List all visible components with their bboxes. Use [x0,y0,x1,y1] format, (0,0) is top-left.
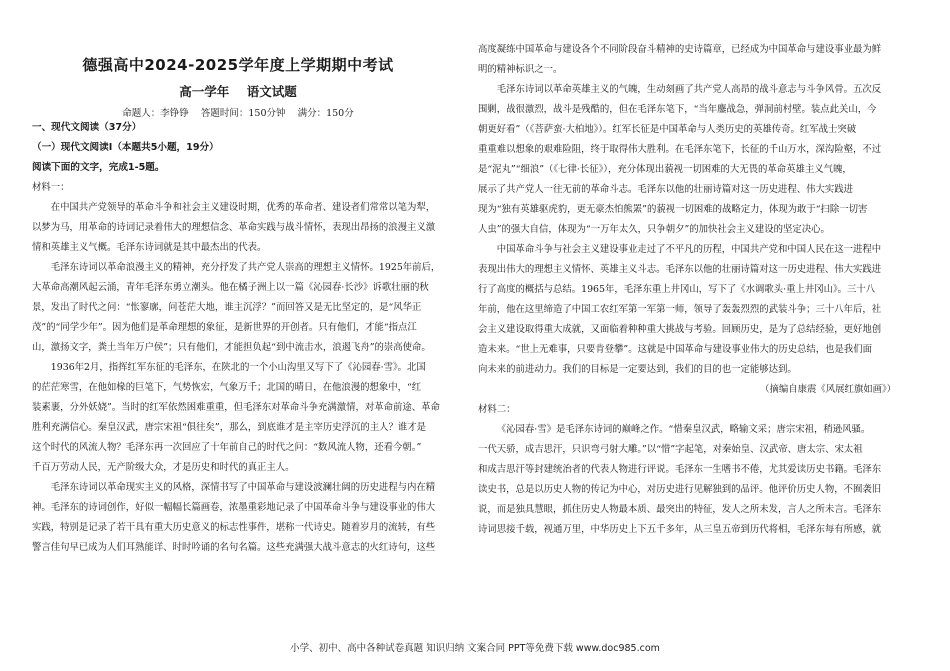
section-heading: 一、现代文阅读（37分） [32,122,142,133]
paragraph-line: 山，激扬文字，粪土当年万户侯”；只有他们，才能担负起“到中流击水，浪遏飞舟”的崇高使命。 [32,342,431,353]
paragraph-line: 以梦为马，用革命的诗词记录着伟大的理想信念、革命实践与战斗情怀，表现出昂扬的浪漫主义激 [32,222,436,233]
paragraph-line: 围剿，战很激烈，战斗是残酷的，但在毛泽东笔下，“当年鏖战急，弹洞前村壁。装点此关山，今 [478,104,877,115]
paragraph-line: 毛泽东诗词以革命现实主义的风格，深情书写了中国革命与建设波澜壮阔的历史进程与内在精 [50,482,436,493]
paragraph-line: 说，而是独具慧眼，抓住历史人物最本质、最突出的特征，发人之所未发，言人之所未言。毛泽东 [478,504,882,515]
paragraph-line: 行了高度的概括与总结。1965年，毛泽东重上井冈山，写下了《水调歌头·重上井冈山》。三十八 [478,284,876,295]
left-text-block [32,118,444,558]
paragraph-line: 神。毛泽东的诗词创作，好似一幅幅长篇画卷，浓墨重彩地记录了中国革命斗争与建设事业的伟大 [32,502,436,513]
paragraph-line: 明的精神标识之一。 [478,64,563,75]
exam-meta: 命题人：李铮铮 答题时间：150分钟 满分：150分 [122,108,354,119]
paragraph-line: 展示了共产党人一往无前的革命斗志。毛泽东以他的壮丽诗篇对这一历史进程、伟大实践进 [478,184,854,195]
paragraph-line: 人虫”的强大自信，体现为“一万年太久，只争朝夕”的加快社会主义建设的坚定决心。 [478,224,830,235]
paragraph-line: 这个时代的风流人物？毛泽东再一次回应了十年前自己的时代之问：“数风流人物，还看今朝。” [32,442,422,453]
paragraph-line: 装素裹，分外妖娆”。当时的红军依然困难重重，但毛泽东对革命斗争充满激情，对革命前途、革命 [32,402,440,413]
paragraph-line: 的茫茫寒雪，在他如椽的巨笔下，气势恢宏，气象万千；北国的晴日，在他浪漫的想象中，“红 [32,382,422,393]
paragraph-line: 高度凝练中国革命与建设各个不同阶段奋斗精神的史诗篇章，已经成为中国革命与建设事业最为鲜 [478,44,882,55]
paragraph-line: 在中国共产党领导的革命斗争和社会主义建设时期，优秀的革命者、建设者们常常以笔为犁， [50,202,436,213]
source-citation: （摘编自康震《风展红旗如画》） [760,384,896,395]
instruction: 阅读下面的文字，完成1-5题。 [32,162,165,173]
paragraph-line: 景，发出了时代之问：“怅寥廓，问苍茫大地，谁主沉浮？”而回答又是无比坚定的，是“风华正 [32,302,422,313]
paragraph-line: 毛泽东诗词以革命英雄主义的气魄，生动刻画了共产党人高昂的战斗意志与斗争风骨。五次反 [496,84,882,95]
paragraph-line: 造未来。“世上无难事，只要肯登攀”。这就是中国革命与建设事业伟大的历史总结，也是我们面 [478,344,872,355]
paragraph-line: 和成吉思汗等封建统治者的代表人物进行评说。毛泽东一生嗜书不倦，尤其爱读历史书籍。毛泽东 [478,464,882,475]
paragraph-line: 茂”的“同学少年”。因为他们是革命理想的象征，是新世界的开创者。只有他们，才能“指点江 [32,322,417,333]
paragraph-line: 1936年2月，指挥红军东征的毛泽东，在陕北的一个小山沟里又写下了《沁园春·雪》。北国 [50,362,426,373]
paragraph-line: 情和英雄主义气概。毛泽东诗词就是其中最杰出的代表。 [32,242,267,253]
exam-subtitle: 高一学年 语文试题 [179,84,297,99]
sub-heading: （一）现代文阅读Ⅰ（本题共5小题，19分） [32,142,219,153]
paragraph-line: 千百万劳动人民，无产阶级大众，才是历史和时代的真正主人。 [32,462,295,473]
paragraph-line: 年前，他在这里缔造了中国工农红军第一军第一师，领导了轰轰烈烈的武装斗争；三十八年后，社 [478,304,882,315]
paragraph-line: 是“泥丸”“细浪”（《七律·长征》），充分体现出藐视一切困难的大无畏的革命英雄主义气魄， [478,164,852,175]
paragraph-line: 诗词思接千载，视通万里，中华历史上下五千多年，从三皇五帝到历代将相，毛泽东每有所感，就 [478,524,882,535]
material-label: 材料一： [32,182,70,193]
footer-banner: 小学、初中、高中各种试卷真题 知识归纳 文案合同 PPT等免费下载 www.doc985.com [290,643,660,654]
paragraph-line: 大革命高潮风起云涌，青年毛泽东勇立潮头。他在橘子洲上以一篇《沁园春·长沙》诉歌壮丽的秋 [32,282,429,293]
right-text-block [478,40,910,540]
paragraph-line: 《沁园春·雪》是毛泽东诗词的巅峰之作。“惜秦皇汉武，略输文采；唐宗宋祖，稍逊风骚。 [496,424,871,435]
exam-title: 德强高中2024-2025学年度上学期期中考试 [82,56,394,74]
paragraph-line: 读史书，总是以历史人物的传记为中心，对历史进行见解独到的品评。他评价历史人物，不囿袭旧 [478,484,882,495]
paragraph-line: 朝更好看”（《菩萨蛮·大柏地》）。红军长征是中国革命与人类历史的英雄传奇。红军战士突破 [478,124,857,135]
paragraph-line: 会主义建设取得重大成就，又面临着种种重大挑战与考验。回顾历史，是为了总结经验，更好地创 [478,324,882,335]
material-two-label: 材料二： [478,404,516,415]
paragraph-line: 重重难以想象的艰难险阻，终于取得伟大胜利。在毛泽东笔下，长征的千山万水，深沟险壑，不过 [478,144,882,155]
paragraph-line: 表现出伟大的理想主义情怀、英雄主义斗志。毛泽东以他的壮丽诗篇对这一历史进程、伟大实践进 [478,264,882,275]
paragraph-line: 警言佳句早已成为人们耳熟能详、时时吟诵的名句名篇。这些充满强大战斗意志的火红诗句，这些 [32,542,436,553]
paragraph-line: 胜利充满信心。秦皇汉武，唐宗宋祖“俱往矣”，那么，到底谁才是主宰历史浮沉的主人？谁才是 [32,422,426,433]
paragraph-line: 向未来的前进动力。我们的目标是一定要达到，我们的目的也一定能够达到。 [478,364,797,375]
paragraph-line: 一代天骄，成吉思汗，只识弯弓射大雕。”以“惜”字起笔，对秦始皇、汉武帝、唐太宗、宋太祖 [478,444,863,455]
paragraph-line: 毛泽东诗词以革命浪漫主义的精神，充分抒发了共产党人崇高的理想主义情怀。1925年前后， [50,262,441,273]
paragraph-line: 现为“独有英雄驱虎豹，更无豪杰怕熊罴”的藐视一切困难的战略定力，体现为敢于“扫除一切害 [478,204,868,215]
paragraph-line: 中国革命斗争与社会主义建设事业走过了不平凡的历程，中国共产党和中国人民在这一进程中 [496,244,882,255]
paragraph-line: 实践，特别是记录了若干具有重大历史意义的标志性事件，堪称一代诗史。随着岁月的流转，有些 [32,522,436,533]
